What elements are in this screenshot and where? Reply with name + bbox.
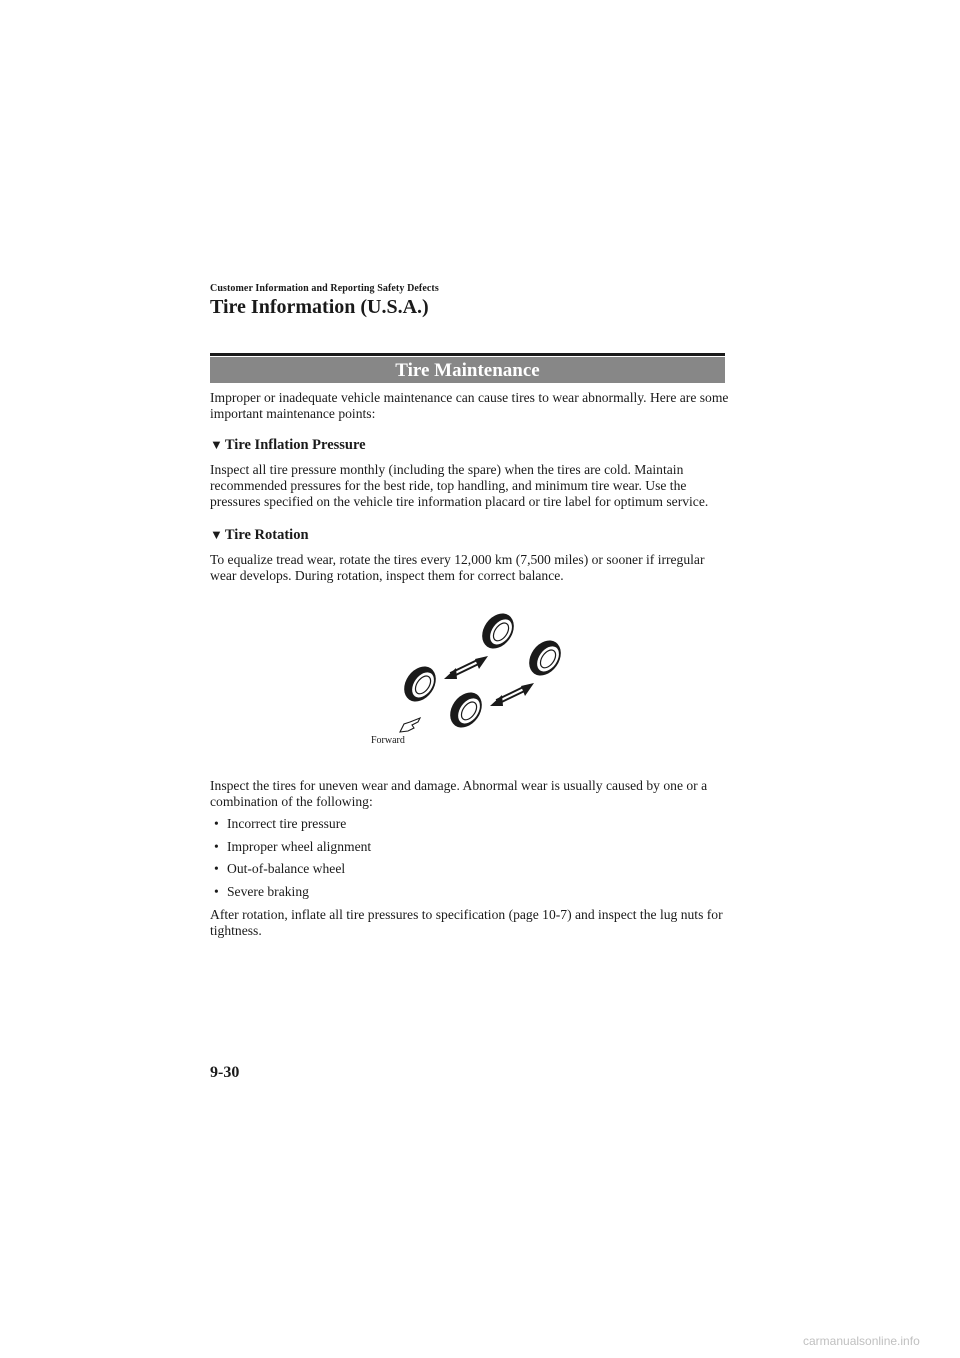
page-number: 9-30 — [210, 1064, 240, 1081]
list-item: • Improper wheel alignment — [214, 838, 372, 854]
down-triangle-icon: ▼ — [210, 437, 223, 452]
section-title-bar: Tire Maintenance — [210, 357, 725, 383]
rotation-arrow-right — [490, 683, 534, 706]
inflation-heading — [210, 437, 366, 454]
tire-rear-left — [476, 607, 521, 654]
tire-rear-right — [523, 634, 568, 681]
watermark: carmanualsonline.info — [803, 1334, 920, 1348]
rotation-heading-text: Tire Rotation — [224, 527, 309, 543]
bullet-icon: • — [214, 816, 219, 831]
wear-intro-paragraph: Inspect the tires for uneven wear and damage. Abnormal wear is usually caused by one or a combination of the following: — [210, 778, 708, 809]
tire-front-right — [444, 686, 489, 733]
list-item: • Incorrect tire pressure — [214, 816, 347, 831]
intro-paragraph: Improper or inadequate vehicle maintenance can cause tires to wear abnormally. Here are some important maintenance points: — [210, 390, 729, 421]
hand-pointer-icon — [400, 718, 420, 732]
rotation-arrow-left — [444, 656, 488, 679]
rotation-heading — [210, 527, 309, 544]
down-triangle-icon: ▼ — [210, 527, 223, 542]
bullet-icon: • — [214, 838, 219, 854]
title-rule — [210, 353, 725, 356]
chapter-title: Tire Information (U.S.A.) — [210, 296, 429, 318]
bullet-icon: • — [214, 861, 219, 876]
after-rotation-paragraph: After rotation, inflate all tire pressures to specification (page 10-7) and inspect the lug nuts for tightness. — [210, 907, 723, 938]
forward-label: Forward — [371, 735, 405, 746]
tire-front-left — [398, 660, 443, 707]
bullet-icon: • — [214, 883, 219, 899]
rotation-paragraph: To equalize tread wear, rotate the tires every 12,000 km (7,500 miles) or sooner if irregular wear develops. During rotation, inspect them for correct balance. — [210, 552, 705, 583]
breadcrumb: Customer Information and Reporting Safety Defects — [210, 283, 439, 294]
wear-causes-list — [214, 816, 371, 906]
list-item: • Out-of-balance wheel — [214, 861, 346, 876]
list-item: • Severe braking — [214, 883, 309, 899]
inflation-paragraph: Inspect all tire pressure monthly (including the spare) when the tires are cold. Maintain recommended pressures for the best ride, top handling, and minimum tire wear. Use the pressures specified on the vehicle tire information placard or tire label for optimum service. — [210, 462, 709, 509]
inflation-heading-text: Tire Inflation Pressure — [224, 437, 366, 453]
